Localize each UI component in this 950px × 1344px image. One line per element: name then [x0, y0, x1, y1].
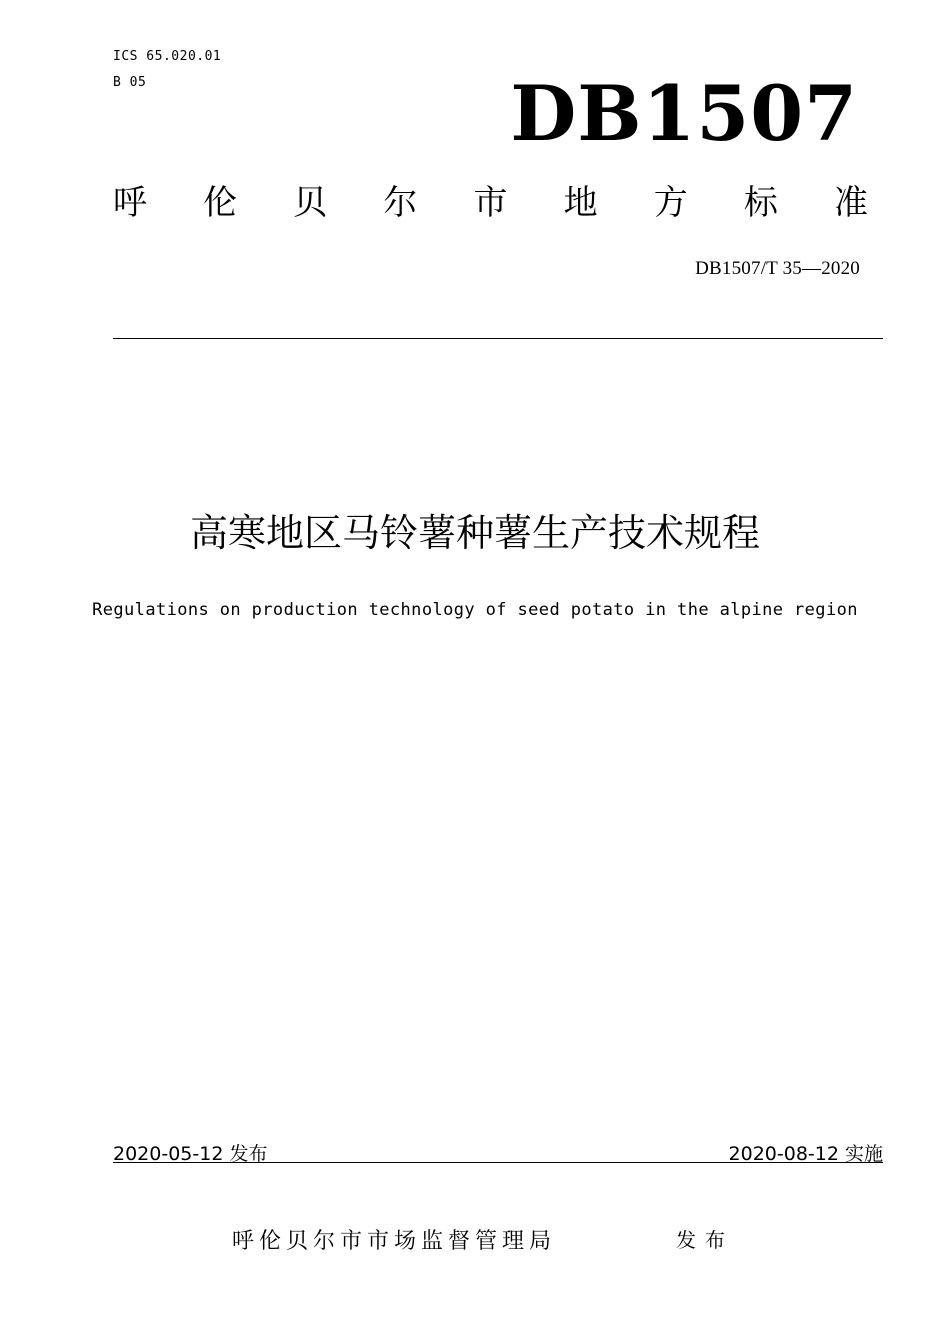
standard-type-char: 尔 [383, 183, 418, 223]
standard-code-mark: DB1507 [510, 69, 858, 158]
ics-code: ICS 65.020.01 [113, 49, 222, 64]
standard-type [113, 183, 868, 223]
footer-divider [113, 1162, 883, 1163]
standard-type-char: 伦 [203, 183, 238, 223]
issue-label: 发布 [676, 1228, 734, 1252]
standard-type-char: 市 [473, 183, 508, 223]
document-title-chinese: 高寒地区马铃薯种薯生产技术规程 [189, 511, 760, 555]
standard-type-char: 呼 [113, 183, 147, 223]
issuing-authority: 呼伦贝尔市市场监督管理局 [232, 1229, 557, 1254]
standard-type-char: 准 [834, 183, 868, 223]
implementation-date: 2020-08-12 实施 [728, 1143, 883, 1165]
standard-type-char: 贝 [293, 183, 328, 223]
standard-number: DB1507/T 35—2020 [695, 258, 860, 279]
issue-date: 2020-05-12 发布 [113, 1143, 268, 1165]
standard-type-char: 方 [653, 183, 688, 223]
ccs-code: B 05 [113, 75, 147, 90]
document-title-english: Regulations on production technology of seed potato in the alpine region [92, 600, 858, 620]
header-divider [113, 338, 883, 339]
standard-type-char: 地 [563, 183, 598, 223]
standard-type-char: 标 [743, 183, 778, 223]
